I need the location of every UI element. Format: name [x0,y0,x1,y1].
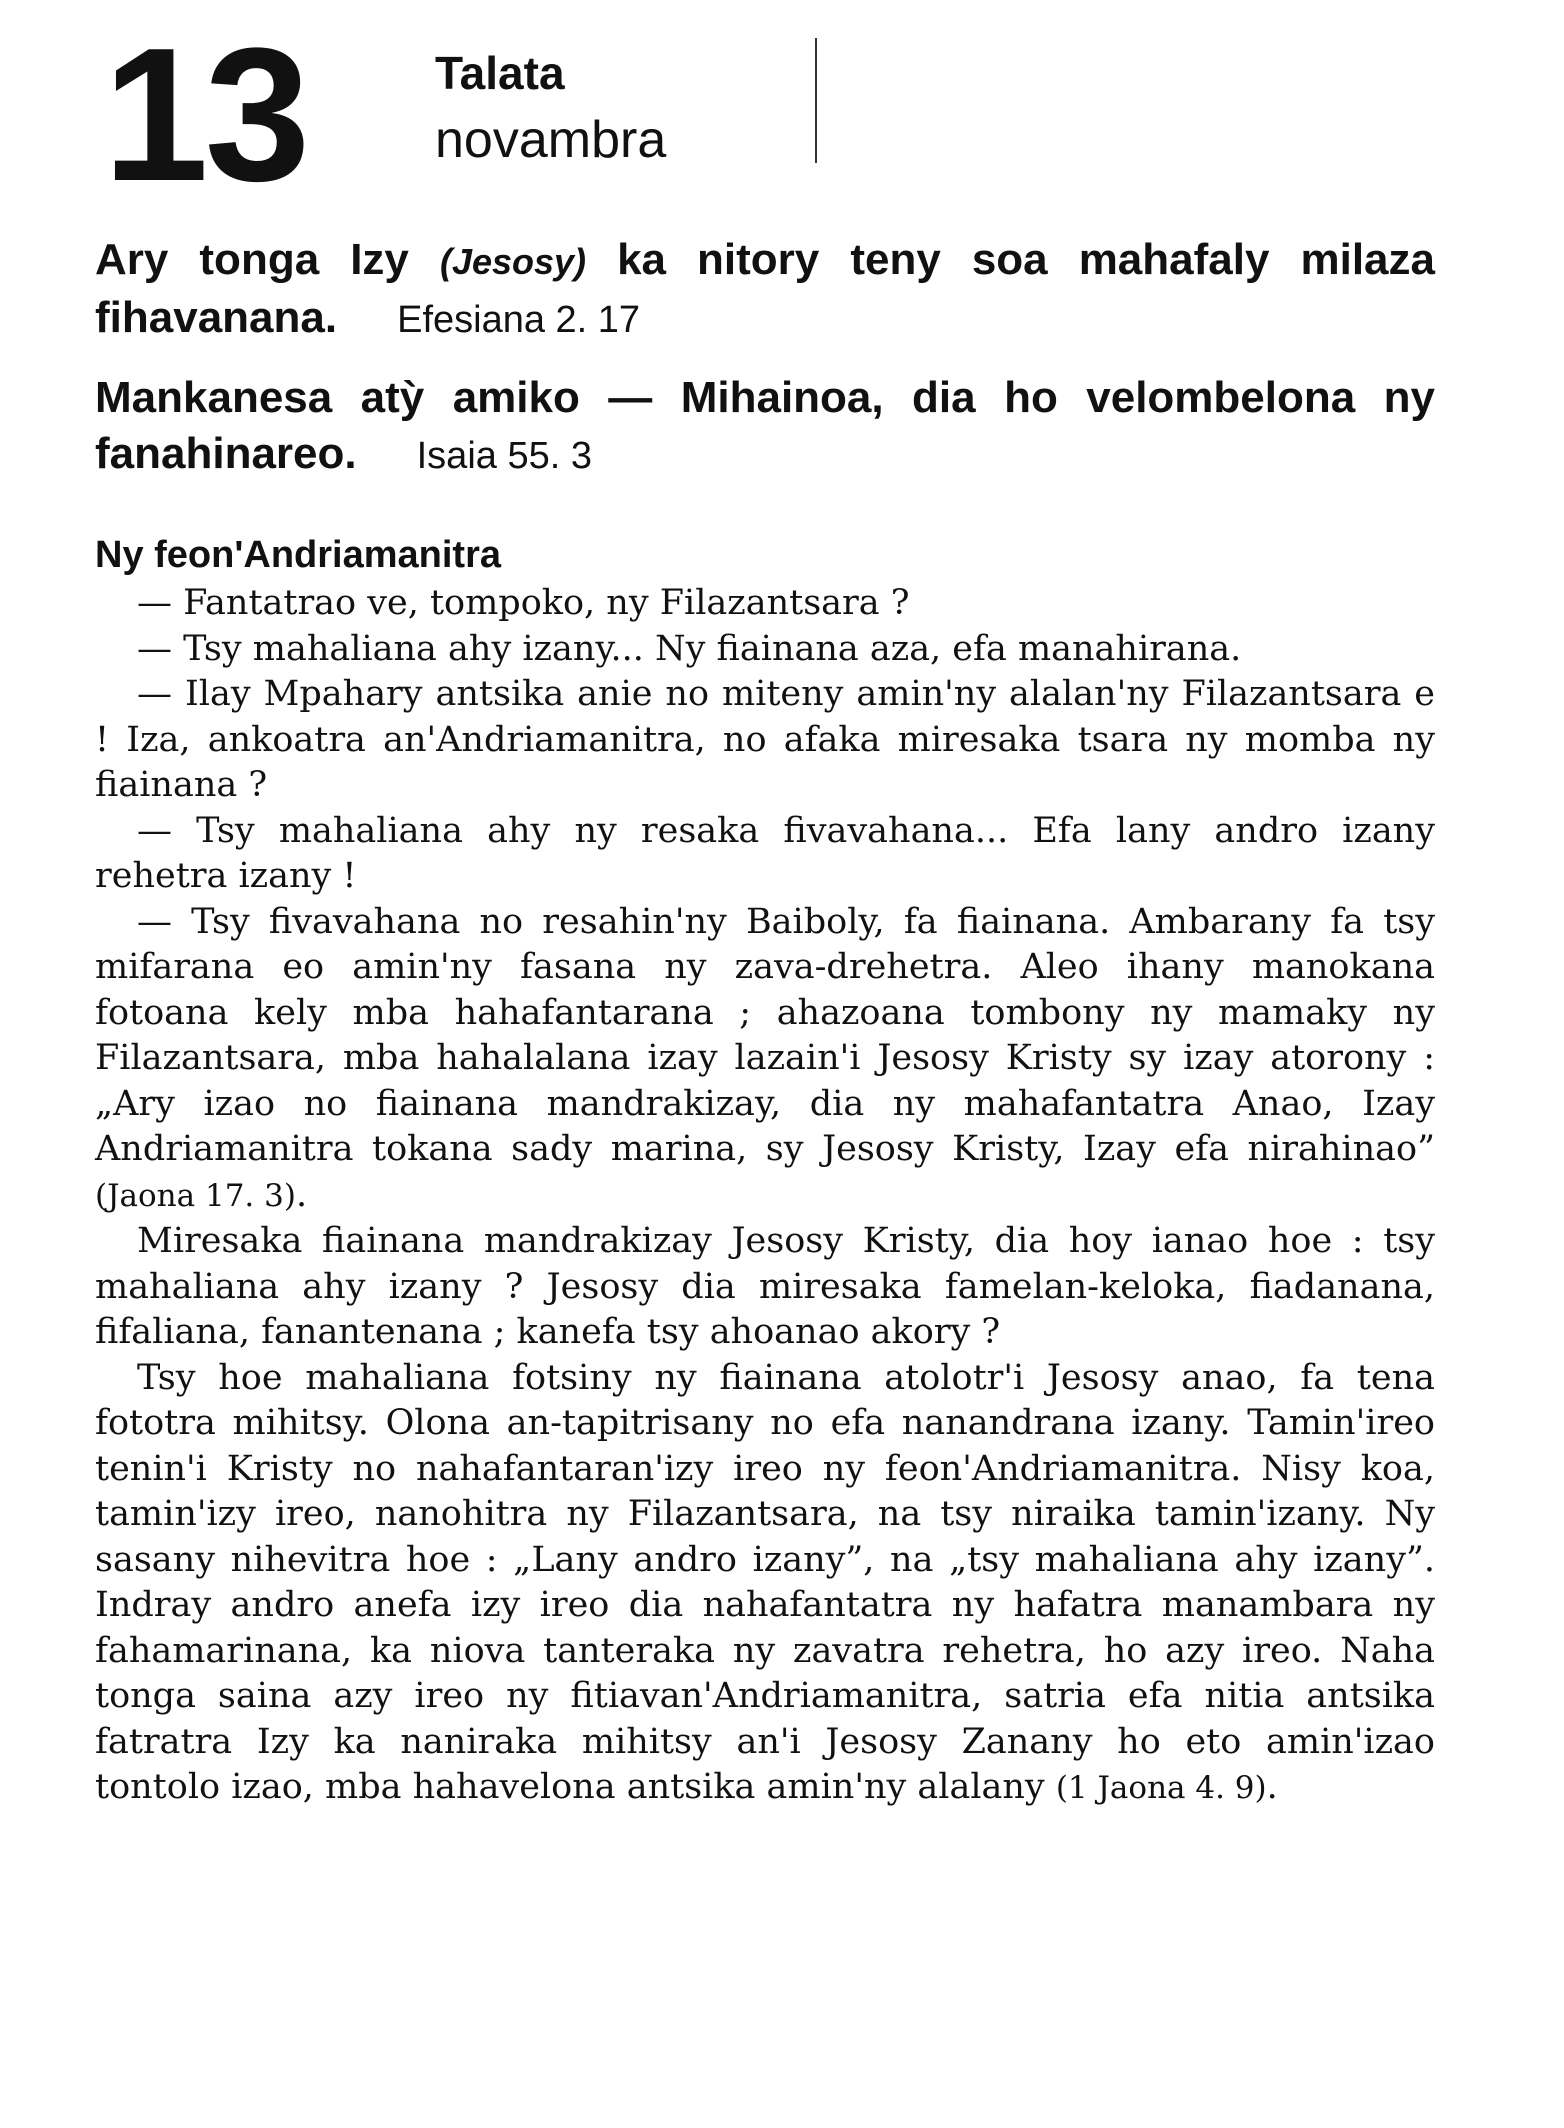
paragraph [95,1219,1435,1356]
date-header [95,9,1435,221]
paragraph [95,809,1435,900]
verse-1-text: Ary tonga Izy [95,235,440,284]
verse-2-text: Mankanesa atỳ amiko — Mihainoa, dia ho velombelona ny fanahinareo. [95,373,1435,478]
meditation-title: Ny feon'Andriamanitra [95,534,501,576]
paragraph-text: — Ilay Mpahary antsika anie no miteny amin'ny alalan'ny Filazantsara e ! Iza, ankoatra an'Andriamanitra, no afaka miresaka tsara ny momba ny fiainana ? [95,674,1435,805]
devotional-page [95,9,1436,1812]
paragraph-text: Miresaka fiainana mandrakizay Jesosy Kristy, dia hoy ianao hoe : tsy mahaliana ahy izany ? Jesosy dia miresaka famelan-keloka, fiadanana, fifaliana, fanantenana ; kanefa tsy ahoanao akory ? [95,1221,1435,1352]
paragraph-end: . [295,1174,308,1215]
paragraph [95,1356,1435,1812]
scripture-citation: (Jaona 17. 3) [95,1177,296,1214]
paragraph-text: Tsy hoe mahaliana fotsiny ny fiainana atolotr'i Jesosy anao, fa tena fototra mihitsy. Olona an-tapitrisany no efa nanandrana izany. Tamin'ireo tenin'i Kristy no nahafantaran'izy ireo ny feon'Andriamanitra. Nisy koa, tamin'izy ireo, nanohitra ny Filazantsara, na tsy niraika tamin'izany. Ny sasany nihevitra hoe : „Lany andro izany”, na „tsy mahaliana ahy izany”. Indray andro anefa izy ireo dia nahafantatra ny hafatra manambara ny fahamarinana, ka niova tanteraka ny zavatra rehetra, ho azy ireo. Naha tonga saina azy ireo ny fitiavan'Andriamanitra, satria efa nitia antsika fatratra Izy ka naniraka mihitsy an'i Jesosy Zanany ho eto amin'izao tontolo izao, mba hahavelona antsika amin'ny alalany [95,1357,1435,1807]
scripture-citation: (1 Jaona 4. 9) [1055,1770,1267,1806]
verse-1-text-after: ka nitory teny soa mahafaly milaza fihavanana. [95,235,1436,342]
paragraph-end: . [1266,1767,1278,1807]
header-divider [815,38,817,163]
verse-1-reference: Efesiana 2. 17 [397,299,641,341]
paragraph [95,581,1435,627]
day-number: 13 [103,9,307,221]
paragraph [95,627,1435,673]
verse-2 [95,370,1435,484]
verse-2-reference: Isaia 55. 3 [416,435,592,477]
verse-1-emphasis: (Jesosy) [439,241,587,282]
meditation-body [95,581,1435,1812]
paragraph-text: — Tsy mahaliana ahy izany... Ny fiainana aza, efa manahirana. [137,628,1242,669]
paragraph [95,900,1435,1220]
verse-1 [95,232,1435,348]
paragraph-text: — Fantatrao ve, tompoko, ny Filazantsara ? [137,583,910,623]
paragraph [95,672,1435,809]
paragraph-text: — Tsy fivavahana no resahin'ny Baiboly, fa fiainana. Ambarany fa tsy mifarana eo amin'ny fasana ny zava-drehetra. Aleo ihany manokana fotoana kely mba hahafantarana ; ahazoana tombony ny mamaky ny Filazantsara, mba hahalalana izay lazain'i Jesosy Kristy sy izay atorony : „Ary izao no fiainana mandrakizay, dia ny mahafantatra Anao, Izay Andriamanitra tokana sady marina, sy Jesosy Kristy, Izay efa nirahinao” [95,901,1435,1169]
weekday-label: Talata [435,47,565,99]
paragraph-text: — Tsy mahaliana ahy ny resaka fivavahana... Efa lany andro izany rehetra izany ! [95,810,1435,896]
month-label: novambra [435,111,667,169]
